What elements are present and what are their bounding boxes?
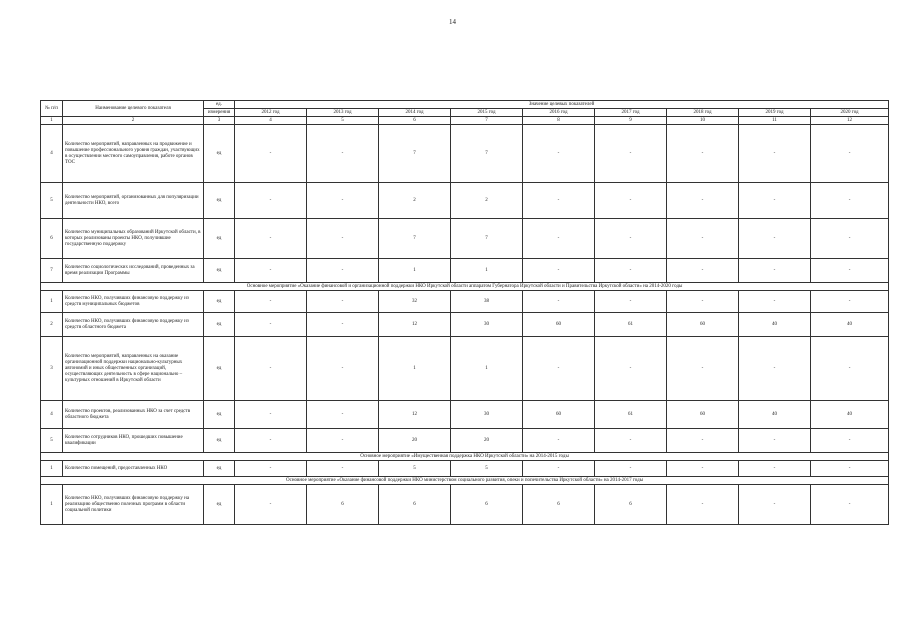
unit-cell: ед [204, 291, 235, 313]
value-cell: 20 [379, 429, 451, 453]
value-cell: 7 [451, 125, 523, 183]
header-row-column-numbers [41, 117, 889, 125]
value-cell: 6 [451, 485, 523, 525]
unit-cell: ед [204, 485, 235, 525]
value-cell: - [667, 259, 739, 283]
value-cell: - [307, 313, 379, 337]
column-number: 10 [667, 117, 739, 125]
header-year-2014: 2014 год [379, 109, 451, 117]
value-cell: 6 [379, 485, 451, 525]
value-cell: - [811, 259, 889, 283]
value-cell: - [235, 461, 307, 477]
column-number: 12 [811, 117, 889, 125]
value-cell: 7 [379, 219, 451, 259]
value-cell: - [811, 125, 889, 183]
block4-row [41, 485, 889, 525]
value-cell: - [595, 291, 667, 313]
value-cell: 7 [451, 219, 523, 259]
value-cell: 38 [451, 291, 523, 313]
value-cell: - [811, 461, 889, 477]
indicator-name: Количество НКО, получивших финансовую поддержку из средств муниципальных бюджетов [63, 291, 204, 313]
value-cell: - [235, 219, 307, 259]
column-number: 2 [63, 117, 204, 125]
value-cell: - [523, 291, 595, 313]
block3-row [41, 461, 889, 477]
value-cell: - [235, 183, 307, 219]
indicator-name: Количество сотрудников НКО, прошедших повышение квалификации [63, 429, 204, 453]
header-num: № п/п [41, 101, 63, 117]
value-cell: - [811, 337, 889, 401]
value-cell: 12 [379, 401, 451, 429]
indicator-name: Количество социологических исследований, проведенных за время реализации Программы [63, 259, 204, 283]
value-cell: - [739, 259, 811, 283]
value-cell: - [307, 183, 379, 219]
value-cell: 1 [379, 337, 451, 401]
column-number: 11 [739, 117, 811, 125]
value-cell: - [307, 401, 379, 429]
value-cell: - [235, 337, 307, 401]
value-cell: 12 [379, 313, 451, 337]
value-cell: - [235, 485, 307, 525]
value-cell: - [595, 429, 667, 453]
row-number: 2 [41, 313, 63, 337]
unit-cell: ед [204, 219, 235, 259]
value-cell: 1 [379, 259, 451, 283]
unit-cell: ед [204, 429, 235, 453]
value-cell: - [667, 461, 739, 477]
value-cell: - [595, 461, 667, 477]
value-cell: 60 [667, 401, 739, 429]
indicator-name: Количество мероприятий, направленных на продвижение и повышение профессионального уровня граждан, участвующих в осуществлении местного самоуправления, работе органов ТОС [63, 125, 204, 183]
value-cell: 20 [451, 429, 523, 453]
value-cell: - [523, 183, 595, 219]
value-cell: - [307, 219, 379, 259]
header-unit-2: измерения [204, 109, 235, 117]
value-cell: - [739, 183, 811, 219]
value-cell: 1 [451, 337, 523, 401]
value-cell: - [811, 485, 889, 525]
value-cell: - [595, 337, 667, 401]
value-cell: - [667, 125, 739, 183]
column-number: 1 [41, 117, 63, 125]
section-heading-1: Основное мероприятие «Оказание финансовой и организационной поддержки НКО Иркутской области аппаратом Губернатора Иркутской области и Правительства Иркутской области» на 2014-2020 годы [41, 283, 889, 291]
indicator-name: Количество муниципальных образований Иркутской области, в которых реализованы проекты НКО, получившие государственную поддержку [63, 219, 204, 259]
block2-row [41, 401, 889, 429]
value-cell: 40 [739, 313, 811, 337]
row-number: 4 [41, 401, 63, 429]
value-cell: 61 [595, 401, 667, 429]
value-cell: 61 [595, 313, 667, 337]
value-cell: - [307, 291, 379, 313]
header-year-2015: 2015 год [451, 109, 523, 117]
value-cell: - [811, 291, 889, 313]
value-cell: - [739, 429, 811, 453]
column-number: 6 [379, 117, 451, 125]
value-cell: - [667, 219, 739, 259]
block1-row [41, 219, 889, 259]
value-cell: - [235, 429, 307, 453]
value-cell: - [307, 337, 379, 401]
row-number: 1 [41, 461, 63, 477]
header-year-2013: 2013 год [307, 109, 379, 117]
value-cell: - [523, 219, 595, 259]
value-cell: - [739, 125, 811, 183]
row-number: 1 [41, 291, 63, 313]
unit-cell: ед [204, 401, 235, 429]
value-cell: 6 [307, 485, 379, 525]
value-cell: - [235, 259, 307, 283]
row-number: 3 [41, 337, 63, 401]
value-cell: - [235, 401, 307, 429]
indicator-name: Количество помещений, предоставленных НКО [63, 461, 204, 477]
section-heading-2: Основное мероприятие «Имущественная поддержка НКО Иркутской области» на 2014-2015 годы [41, 453, 889, 461]
unit-cell: ед [204, 183, 235, 219]
value-cell: 5 [451, 461, 523, 477]
block2-row [41, 337, 889, 401]
header-year-2016: 2016 год [523, 109, 595, 117]
value-cell: - [595, 125, 667, 183]
column-number: 4 [235, 117, 307, 125]
header-year-2020: 2020 год [811, 109, 889, 117]
indicator-name: Количество проектов, реализованных НКО за счет средств областного бюджета [63, 401, 204, 429]
value-cell: 2 [379, 183, 451, 219]
column-number: 8 [523, 117, 595, 125]
value-cell: - [523, 125, 595, 183]
value-cell: 6 [595, 485, 667, 525]
value-cell: 40 [811, 313, 889, 337]
unit-cell: ед [204, 337, 235, 401]
value-cell: 40 [739, 401, 811, 429]
section-heading-3-row [41, 477, 889, 485]
value-cell: - [739, 337, 811, 401]
value-cell: - [667, 485, 739, 525]
unit-cell: ед [204, 125, 235, 183]
unit-cell: ед [204, 259, 235, 283]
unit-cell: ед [204, 313, 235, 337]
value-cell: 30 [451, 313, 523, 337]
header-year-2019: 2019 год [739, 109, 811, 117]
value-cell: - [595, 219, 667, 259]
row-number: 6 [41, 219, 63, 259]
section-heading-2-row [41, 453, 889, 461]
value-cell: - [739, 461, 811, 477]
value-cell: 7 [379, 125, 451, 183]
value-cell: - [307, 461, 379, 477]
value-cell: - [235, 313, 307, 337]
value-cell: - [739, 219, 811, 259]
value-cell: - [523, 337, 595, 401]
row-number: 5 [41, 429, 63, 453]
column-number: 9 [595, 117, 667, 125]
section-heading-3: Основное мероприятие «Оказание финансовой поддержки НКО министерством социального развития, опеки и попечительства Иркутской области» на 2014-2017 годы [41, 477, 889, 485]
value-cell: 32 [379, 291, 451, 313]
row-number: 1 [41, 485, 63, 525]
value-cell: - [235, 125, 307, 183]
value-cell: - [595, 183, 667, 219]
row-number: 7 [41, 259, 63, 283]
unit-cell: ед [204, 461, 235, 477]
block2-row [41, 429, 889, 453]
value-cell: - [307, 429, 379, 453]
value-cell: 2 [451, 183, 523, 219]
header-unit-1: ед. [204, 101, 235, 109]
value-cell: 40 [811, 401, 889, 429]
block2-row [41, 291, 889, 313]
value-cell: - [739, 291, 811, 313]
column-number: 7 [451, 117, 523, 125]
value-cell: 5 [379, 461, 451, 477]
indicator-name: Количество НКО, получивших финансовую поддержку на реализацию общественно полезных программ в области социальной политики [63, 485, 204, 525]
page-number: 14 [449, 18, 456, 26]
header-year-2012: 2012 год [235, 109, 307, 117]
header-year-2017: 2017 год [595, 109, 667, 117]
value-cell: - [667, 291, 739, 313]
section-heading-1-row [41, 283, 889, 291]
target-indicators-table [40, 100, 889, 525]
header-year-2018: 2018 год [667, 109, 739, 117]
value-cell: 6 [523, 485, 595, 525]
value-cell: 1 [451, 259, 523, 283]
row-number: 4 [41, 125, 63, 183]
value-cell: - [523, 429, 595, 453]
column-number: 3 [204, 117, 235, 125]
value-cell: - [307, 259, 379, 283]
value-cell: - [307, 125, 379, 183]
header-name: Наименование целевого показателя [63, 101, 204, 117]
indicator-name: Количество НКО, получивших финансовую поддержку из средств областного бюджета [63, 313, 204, 337]
value-cell: 60 [523, 313, 595, 337]
value-cell: - [811, 219, 889, 259]
header-row-1 [41, 101, 889, 109]
value-cell: - [739, 485, 811, 525]
block1-row [41, 259, 889, 283]
block1-row [41, 183, 889, 219]
value-cell: - [595, 259, 667, 283]
value-cell: - [667, 337, 739, 401]
block2-row [41, 313, 889, 337]
value-cell: - [235, 291, 307, 313]
header-values-title: Значение целевых показателей [235, 101, 889, 109]
value-cell: - [667, 183, 739, 219]
indicator-name: Количество мероприятий, направленных на оказание организационной поддержки национально-культурных автономий и иных общественных организаций, осуществляющих деятельность в сфере национально – культурных отношений в Иркутской области [63, 337, 204, 401]
indicator-name: Количество мероприятий, организованных для популяризации деятельности НКО, всего [63, 183, 204, 219]
value-cell: - [667, 429, 739, 453]
value-cell: - [811, 429, 889, 453]
row-number: 5 [41, 183, 63, 219]
column-number: 5 [307, 117, 379, 125]
value-cell: 60 [667, 313, 739, 337]
block1-row [41, 125, 889, 183]
value-cell: - [811, 183, 889, 219]
value-cell: 30 [451, 401, 523, 429]
value-cell: 60 [523, 401, 595, 429]
value-cell: - [523, 259, 595, 283]
value-cell: - [523, 461, 595, 477]
